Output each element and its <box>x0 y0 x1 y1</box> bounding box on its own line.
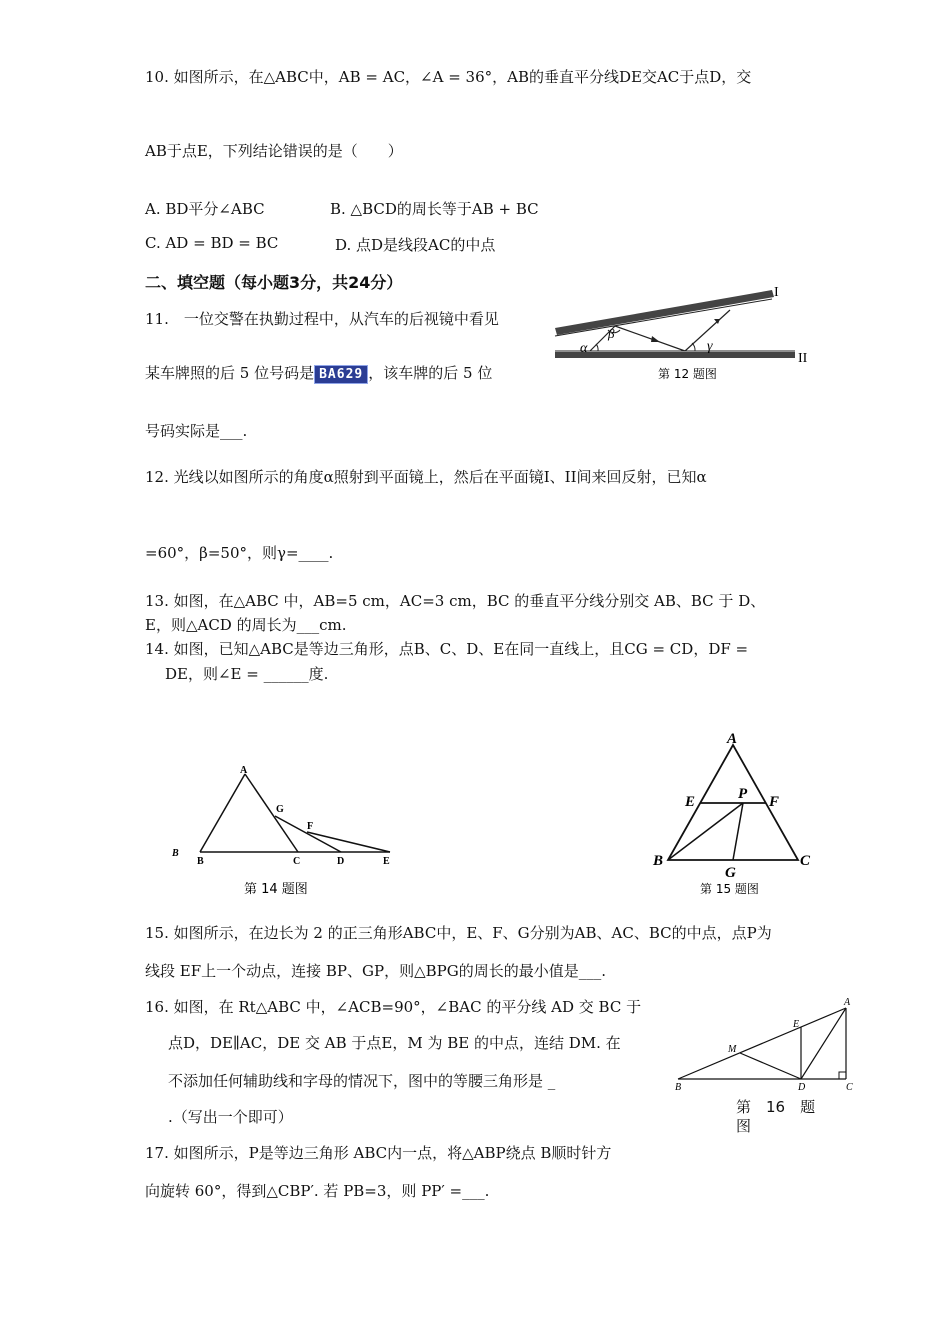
figure-14 <box>165 760 405 900</box>
mirror-i-surface <box>555 299 772 336</box>
label-g: G <box>725 865 736 881</box>
side-ab <box>200 774 245 852</box>
label-d: D <box>798 1082 806 1092</box>
label-a: A <box>727 731 738 747</box>
q11-line2-start: 某车牌照的后 5 位号码是 <box>145 364 315 382</box>
figure-14-caption: 第 14 题图 <box>244 882 308 897</box>
q10-line1: 10. 如图所示，在△ABC中，AB = AC，∠A = 36°，AB的垂直平分线DE交AC于点D，交 <box>145 68 752 86</box>
label-mirror-ii: II <box>798 351 808 366</box>
label-b-stray: B <box>172 848 179 859</box>
segment-bp <box>668 803 743 860</box>
q16-line4: .（写出一个即可） <box>168 1108 293 1126</box>
label-a: A <box>240 765 248 776</box>
light-ray-2 <box>615 326 685 351</box>
license-plate-image: BA629 <box>314 365 368 384</box>
label-f: F <box>307 821 314 832</box>
section-heading: 二、填空题（每小题3分，共24分） <box>145 273 403 292</box>
label-alpha: α <box>580 341 588 356</box>
figure-15 <box>645 725 820 900</box>
figure-12-caption: 第 12 题图 <box>658 367 717 381</box>
q15-line1: 15. 如图所示，在边长为 2 的正三角形ABC中，E、F、G分别为AB、AC、BC的中点，点P为 <box>145 924 772 942</box>
q16-line1: 16. 如图，在 Rt△ABC 中，∠ACB=90°，∠BAC 的平分线 AD 交 BC 于 <box>145 998 642 1016</box>
q12-line1: 12. 光线以如图所示的角度α照射到平面镜上，然后在平面镜I、II间来回反射，已知α <box>145 468 707 486</box>
right-angle-mark <box>839 1072 846 1079</box>
q10-option-a: A. BD平分∠ABC <box>145 200 265 218</box>
q14-line2: DE，则∠E = ______度. <box>165 665 329 683</box>
figure-15-caption: 第 15 题图 <box>700 882 759 896</box>
segment-ad <box>801 1008 846 1079</box>
q14-line1: 14. 如图，已知△ABC是等边三角形，点B、C、D、E在同一直线上，且CG = CD，DF = <box>145 640 749 658</box>
figure-16-caption <box>736 1098 815 1136</box>
q12-line2: =60°，β=50°，则γ=____. <box>145 544 334 562</box>
q10-line2: AB于点E，下列结论错误的是（ ） <box>145 142 403 160</box>
mirror-ii <box>555 352 795 358</box>
label-c: C <box>293 856 301 867</box>
q17-line2: 向旋转 60°，得到△CBP′. 若 PB=3，则 PP′ =___. <box>145 1182 490 1200</box>
label-e: E <box>685 794 696 810</box>
figure-16-caption-line1: 第 16 题 <box>736 1098 816 1116</box>
label-f: F <box>769 794 780 810</box>
q10-option-b: B. △BCD的周长等于AB + BC <box>330 200 539 218</box>
segment-pg <box>733 803 743 860</box>
q15-line2: 线段 EF上一个动点，连接 BP、GP，则△BPG的周长的最小值是___. <box>145 962 606 980</box>
side-ac <box>245 774 298 852</box>
q11-line2 <box>145 362 492 384</box>
label-b: B <box>675 1082 682 1092</box>
label-a: A <box>844 997 851 1008</box>
figure-16-caption-line2: 图 <box>736 1117 752 1135</box>
q16-line2: 点D，DE∥AC，DE 交 AB 于点E，M 为 BE 的中点，连结 DM. 在 <box>168 1034 621 1052</box>
q13-line2: E，则△ACD 的周长为___cm. <box>145 616 347 634</box>
label-c: C <box>800 853 811 869</box>
label-c: C <box>846 1082 853 1092</box>
label-b: B <box>197 856 204 867</box>
label-m: M <box>728 1044 737 1055</box>
q13-line1: 13. 如图，在△ABC 中，AB=5 cm，AC=3 cm，BC 的垂直平分线分别交 AB、BC 于 D、 <box>145 592 766 610</box>
label-p: P <box>738 786 748 802</box>
figure-12 <box>550 280 820 390</box>
label-b: B <box>653 853 664 869</box>
label-beta: β <box>608 326 615 341</box>
side-ab <box>678 1008 846 1079</box>
q16-line3: 不添加任何辅助线和字母的情况下，图中的等腰三角形是 _ <box>168 1072 556 1090</box>
label-gamma: γ <box>707 339 713 354</box>
q10-option-c: C. AD = BD = BC <box>145 234 279 252</box>
mirror-i <box>555 290 774 335</box>
label-e: E <box>793 1019 800 1030</box>
q17-line1: 17. 如图所示，P是等边三角形 ABC内一点，将△ABP绕点 B顺时针方 <box>145 1144 612 1162</box>
q11-line1: 11. 一位交警在执勤过程中，从汽车的后视镜中看见 <box>145 310 499 328</box>
figure-16 <box>668 992 858 1092</box>
label-e: E <box>383 856 390 867</box>
segment-fe <box>307 832 390 852</box>
label-g: G <box>276 804 284 815</box>
segment-dm <box>740 1053 801 1079</box>
q11-line3: 号码实际是___. <box>145 422 248 440</box>
angle-alpha-arc <box>596 344 598 351</box>
q11-line2-end: ，该车牌的后 5 位 <box>368 364 493 382</box>
angle-gamma-arc <box>692 343 695 351</box>
ray-arrow-1 <box>651 336 660 342</box>
label-d: D <box>337 856 345 867</box>
q10-option-d: D. 点D是线段AC的中点 <box>335 236 496 254</box>
label-mirror-i: I <box>774 285 779 300</box>
